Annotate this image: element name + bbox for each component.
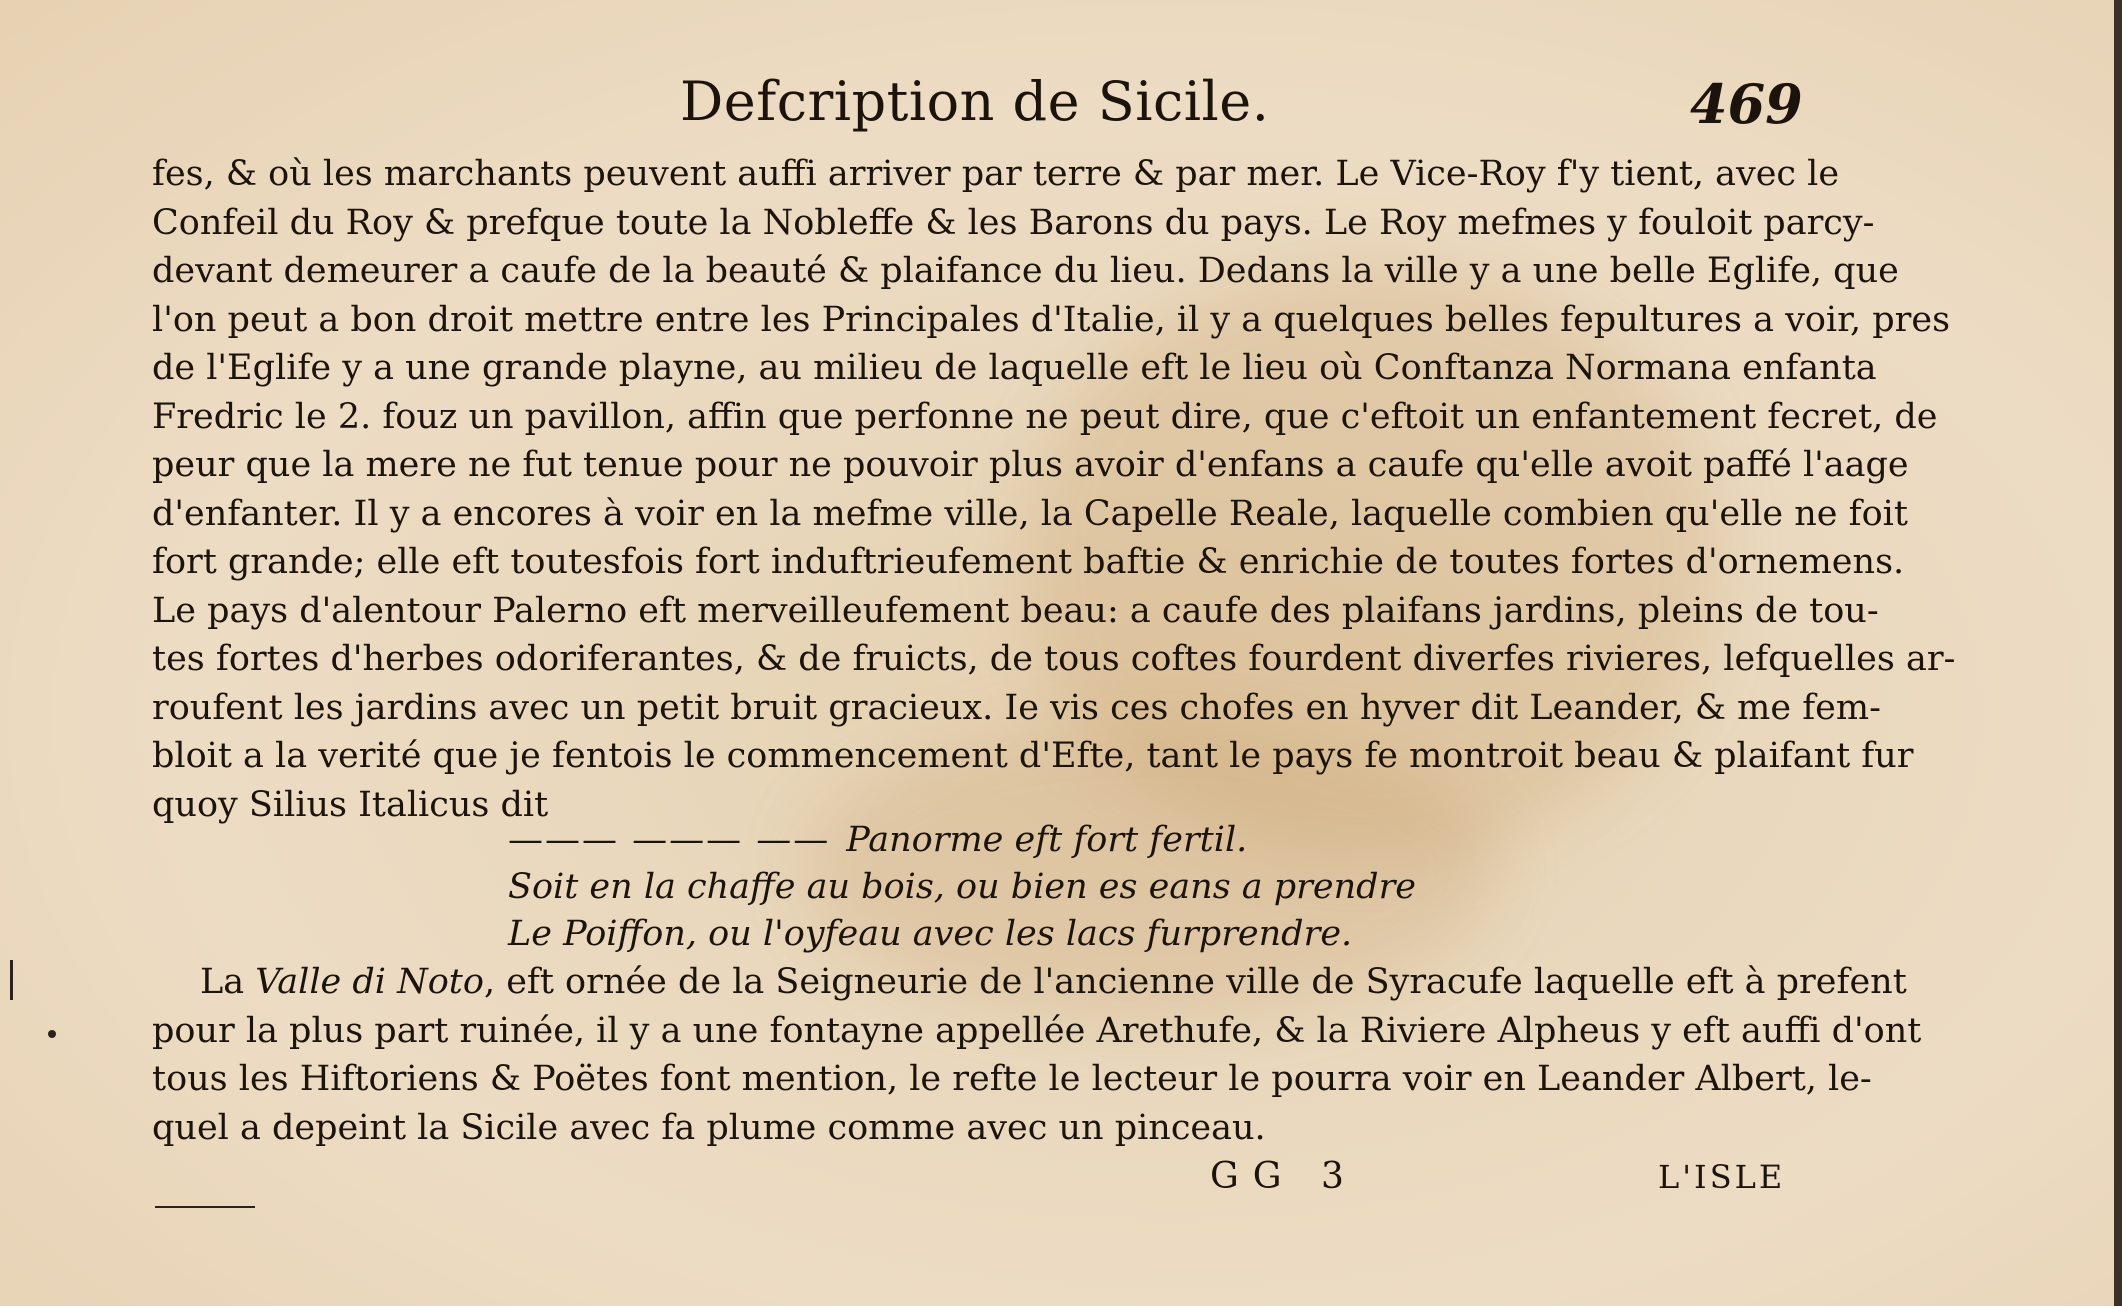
verse-line: Le Poiffon, ou l'oyfeau avec les lacs furprendre. [508,914,1353,954]
catchword: L'ISLE [1658,1158,1786,1196]
text-line: quoy Silius Italicus dit [152,784,549,825]
text-line: pour la plus part ruinée, il y a une fontayne appellée Arethufe, & la Riviere Alpheus y eft auffi d'ont [152,1010,1922,1051]
signature-mark: GG 3 [1210,1156,1358,1197]
text-line: Fredric le 2. fouz un pavillon, affin que perfonne ne peut dire, que c'eftoit un enfantement fecret, de [152,396,1938,437]
text-line: Confeil du Roy & prefque toute la Nobleffe & les Barons du pays. Le Roy mefmes y fouloit parcy- [152,202,1875,243]
text-line [152,958,1907,1007]
text-line: l'on peut a bon droit mettre entre les Principales d'Italie, il y a quelques belles fepultures a voir, pres [152,299,1951,340]
lead-text: La [200,962,256,1002]
margin-rule [155,1206,255,1208]
text-line: Le pays d'alentour Palerno eft merveilleufement beau: a caufe des plaifans jardins, pleins de tou- [152,590,1879,631]
text-line: tes fortes d'herbes odoriferantes, & de fruicts, de tous coftes fourdent diverfes rivieres, lefquelles ar- [152,639,1956,679]
verse-dashes: ——— ——— —— [508,820,831,860]
text-line: fort grande; elle eft toutesfois fort induftrieufement baftie & enrichie de toutes fortes d'ornemens. [152,542,1905,582]
margin-speck [48,1030,56,1038]
text-line: d'enfanter. Il y a encores à voir en la mefme ville, la Capelle Reale, laquelle combien qu'elle ne foit [152,493,1908,534]
verse-line: Soit en la chaffe au bois, ou bien es eans a prendre [508,867,1417,907]
page-edge [2114,0,2122,1306]
text-line: quel a depeint la Sicile avec fa plume comme avec un pinceau. [152,1107,1266,1148]
line-rest: , eft ornée de la Seigneurie de l'ancienne ville de Syracufe laquelle eft à prefent [483,962,1907,1002]
place-name: Valle di Noto [255,962,484,1002]
verse-text: Panorme eft fort fertil. [846,820,1248,860]
text-line: peur que la mere ne fut tenue pour ne pouvoir plus avoir d'enfans a caufe qu'elle avoit paffé l'aage [152,445,1909,485]
verse-line [508,817,1388,864]
page-number: 469 [1690,72,1803,136]
paragraph-valle-di-noto [152,958,1922,1152]
verse-quotation [508,817,1417,958]
text-line: tous les Hiftoriens & Poëtes font mention, le refte le lecteur le pourra voir en Leander Albert, le- [152,1059,1872,1099]
text-line: fes, & où les marchants peuvent auffi arriver par terre & par mer. Le Vice-Roy f'y tient, avec le [152,154,1840,194]
margin-speck [10,960,13,1000]
body-text [152,150,1956,829]
text-line: roufent les jardins avec un petit bruit gracieux. Ie vis ces chofes en hyver dit Leander, & me fem- [152,687,1881,728]
text-line: de l'Eglife y a une grande playne, au milieu de laquelle eft le lieu où Conftanza Normana enfanta [152,348,1877,388]
running-header: Defcription de Sicile. [680,70,1270,133]
text-line: bloit a la verité que je fentois le commencement d'Efte, tant le pays fe montroit beau & plaifant fur [152,736,1914,776]
text-line: devant demeurer a caufe de la beauté & plaifance du lieu. Dedans la ville y a une belle Eglife, que [152,251,1899,291]
